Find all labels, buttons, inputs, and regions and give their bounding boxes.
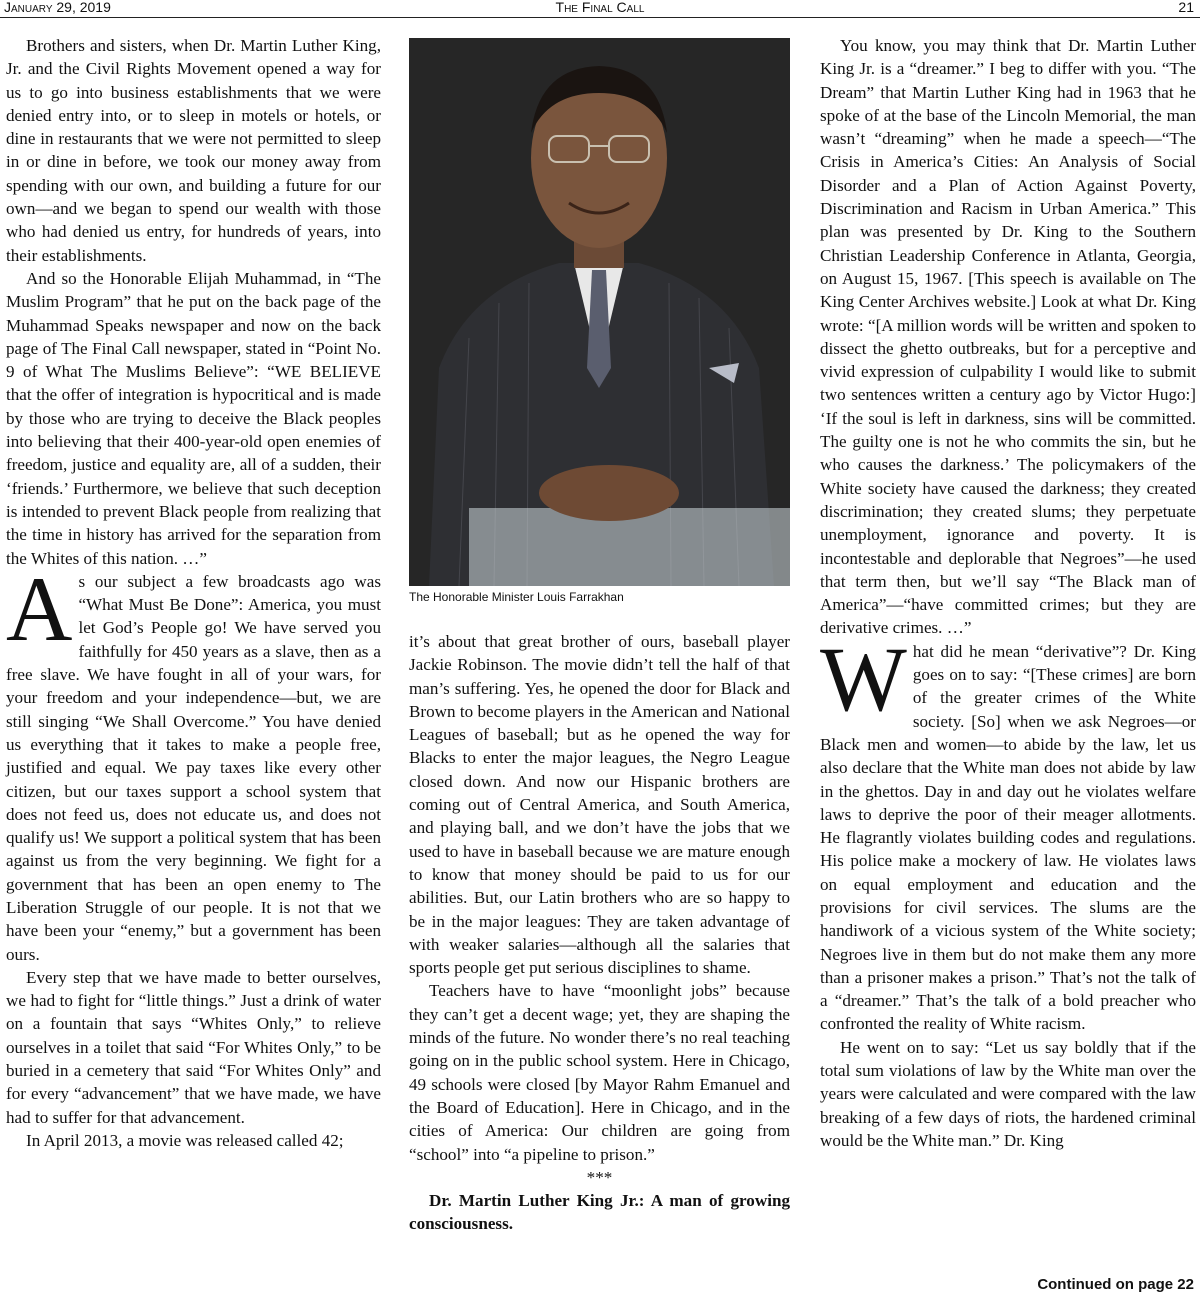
issue-date: January 29, 2019 xyxy=(4,0,111,15)
section-separator: *** xyxy=(586,1167,613,1187)
paragraph: Brothers and sisters, when Dr. Martin Luther King, Jr. and the Civil Rights Movement opened a way for us to go into business establishments that we were denied entry into, or to sleep in motels or hotels, or dine in restaurants that we were not permitted to sleep in or dine in before, we took our money away from spending with our own, and building a future for our own—and we began to spend our wealth with those who had denied us entry, for hundreds of years, into their establishments. xyxy=(6,36,381,265)
paragraph: And so the Honorable Elijah Muhammad, in “The Muslim Program” that he put on the back page of the Muhammad Speaks newspaper and now on the back page of The Final Call newspaper, stated in “Point No. 9 of What The Muslims Believe”: “WE BELIEVE that the offer of integration is hypocritical and is made by those who are trying to deceive the Black peoples into believing that their 400-year-old open enemies of freedom, justice and equality are, all of a sudden, their ‘friends.’ Furthermore, we believe that such deception is intended to prevent Black people from realizing that the time in history has arrived for the separation from the Whites of this nation. …” xyxy=(6,268,381,568)
portrait-illustration xyxy=(409,38,790,586)
paragraph: Teachers have to have “moonlight jobs” because they can’t get a decent wage; yet, they are shaping the minds of the future. No wonder there’s no real teaching going on in the public school system. Here in Chicago, 49 schools were closed [by Mayor Rahm Emanuel and the Board of Education]. Here in Chicago, and in the cities of America: Our children are going from “school” into “a pipeline to prison.” xyxy=(409,981,790,1164)
paragraph-dropcap xyxy=(820,627,1196,1036)
subheading: Dr. Martin Luther King Jr.: A man of growing consciousness. xyxy=(409,1191,790,1234)
publication-title: The Final Call xyxy=(555,0,645,15)
paragraph: You know, you may think that Dr. Martin Luther King Jr. is a “dreamer.” I beg to differ with you. “The Dream” that Martin Luther King had in 1963 that he spoke of at the base of the Lincoln Memorial, the man wasn’t “dreaming” when he made a speech—“The Crisis in America’s Cities: An Analysis of Social Disorder and a Plan of Action Against Poverty, Discrimination and Racism in Urban America.” This plan was presented by Dr. King to the Southern Christian Leadership Conference in Atlanta, Georgia, on August 15, 1967. [This speech is available on The King Center Archives website.] Look at what Dr. King wrote: “[A million words will be written and spoken to dissect the ghetto outbreaks, but for a perceptive and vivid expression of culpability I would like to submit two sentences written a century ago by Victor Hugo:] ‘If the soul is left in darkness, sins will be committed. The guilty one is not he who commits the sin, but he who causes the darkness.’ The policymakers of the White society have caused the darkness; they created discrimination; they created slums; they perpetuate unemployment, ignorance and poverty. It is incontestable and deplorable that Negroes”—he used that term then, but we’ll say “The Black man of America”—“have committed crimes; but they are derivative crimes. …” xyxy=(820,36,1196,638)
drop-cap: A xyxy=(6,557,73,660)
paragraph-dropcap xyxy=(6,557,381,966)
photo-caption: The Honorable Minister Louis Farrakhan xyxy=(409,590,624,604)
paragraph: In April 2013, a movie was released called 42; xyxy=(26,1130,344,1150)
paragraph: He went on to say: “Let us say boldly that if the total sum violations of law by the White man over the years were calculated and were compared with the law breaking of a few days of riots, the hardened criminal would be the White man.” Dr. King xyxy=(820,1037,1196,1150)
article-column-3 xyxy=(820,34,1196,1152)
portrait-photo xyxy=(409,38,790,586)
paragraph: it’s about that great brother of ours, baseball player Jackie Robinson. The movie didn’t tell the half of that man’s suffering. Yes, he opened the door for Black and Brown to become players in the American and National Leagues of baseball; but as he opened the way for Blacks to enter the major leagues, the Negro League closed down. And now our Hispanic brothers are coming out of Central America, and South America, and playing ball, and we don’t have the jobs that we used to have in baseball because we are mature enough to know that money should be paid to us for our abilities. But, our Latin brothers who are so happy to be in the major leagues: They are taken advantage of with weaker salaries—although all the salaries that sports people get put serious disciplines to shame. xyxy=(409,632,790,978)
page-number: 21 xyxy=(1178,0,1194,15)
article-column-1 xyxy=(6,34,381,1152)
paragraph-text: hat did he mean “derivative”? Dr. King goes on to say: “[These crimes] are born of the greater crimes of the White society. [So] when we ask Negroes—or Black men and women—to abide by the law, let us also declare that the White man does not abide by law in the ghettos. Day in and day out he violates welfare laws to deprive the poor of their meager allotments. He flagrantly violates building codes and regulations. His police make a mockery of law. He violates laws on equal employment and education and the provisions for civil services. The slums are the handiwork of a vicious system of the White society; Negroes live in them but do not make them any more than a prisoner makes a prison.” That’s not the talk of a “dreamer.” That’s the talk of a bold preacher who confronted the reality of White racism. xyxy=(820,641,1196,1034)
paragraph: Every step that we have made to better ourselves, we had to fight for “little things.” Just a drink of water on a fountain that says “Whites Only,” to relieve ourselves in a toilet that said “For Whites Only,” to be buried in a cemetery that said “For Whites Only” and for every “advancement” that we have made, we have had to suffer for that advancement. xyxy=(6,967,381,1127)
paragraph-text: s our subject a few broadcasts ago was “What Must Be Done”: America, you must let God’s People go! We have served you faithfully for 450 years as a slave, then as a free slave. We have fought in all of your wars, for your freedom and your independence—but, we are still singing “We Shall Overcome.” You have denied us everything that it takes to make a people free, justified and equal. We pay taxes like every other citizen, but our taxes support a school system that does not feed us, does not educate us, and does not qualify us! We support a political system that has been against us from the very beginning. We fight for a government that has been an open enemy to The Liberation Struggle of our people. It is not that we have been your “enemy,” but a government has been ours. xyxy=(6,571,381,964)
continued-on-link[interactable]: Continued on page 22 xyxy=(1037,1276,1194,1293)
article-column-2 xyxy=(409,630,790,1236)
drop-cap: W xyxy=(820,627,907,730)
page-header xyxy=(0,0,1200,18)
